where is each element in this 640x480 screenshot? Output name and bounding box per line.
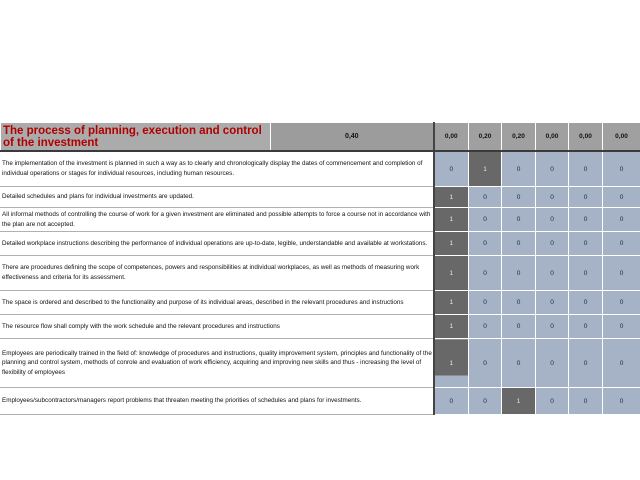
header-value: 0,00 bbox=[603, 123, 640, 152]
score-cell: 0 bbox=[603, 187, 640, 208]
score-cell: 0 bbox=[502, 291, 536, 315]
score-cell: 0 bbox=[569, 232, 603, 256]
table-row bbox=[1, 208, 640, 232]
score-cell: 0 bbox=[603, 388, 640, 415]
table-row bbox=[1, 256, 640, 291]
score-cell: 0 bbox=[469, 208, 502, 232]
score-cell: 0 bbox=[603, 315, 640, 339]
score-cell: 1 bbox=[434, 187, 469, 208]
score-cell: 0 bbox=[536, 388, 569, 415]
score-cell: 1 bbox=[434, 339, 469, 388]
header-value: 0,00 bbox=[536, 123, 569, 152]
header-value: 0,00 bbox=[434, 123, 469, 152]
score-cell: 1 bbox=[434, 315, 469, 339]
score-cell: 0 bbox=[536, 315, 569, 339]
score-cell: 1 bbox=[502, 388, 536, 415]
score-cell: 1 bbox=[469, 151, 502, 187]
score-cell: 0 bbox=[469, 339, 502, 388]
row-description: The resource flow shall comply with the work schedule and the relevant procedures and instructions bbox=[1, 315, 434, 339]
section-title: The process of planning, execution and control of the investment bbox=[1, 123, 271, 152]
score-cell: 0 bbox=[603, 208, 640, 232]
score-cell: 0 bbox=[536, 232, 569, 256]
table-row bbox=[1, 291, 640, 315]
score-cell: 1 bbox=[434, 291, 469, 315]
row-description: All informal methods of controlling the course of work for a given investment are eliminated and possible attempts to force a course not in accordance with the plan are not accepted. bbox=[1, 208, 434, 232]
score-cell: 0 bbox=[569, 187, 603, 208]
table-row bbox=[1, 187, 640, 208]
score-cell: 0 bbox=[469, 232, 502, 256]
table-row bbox=[1, 315, 640, 339]
score-cell: 0 bbox=[603, 256, 640, 291]
score-cell: 0 bbox=[569, 315, 603, 339]
row-description: Detailed workplace instructions describing the performance of individual operations are up-to-date, legible, understandable and available at workstations. bbox=[1, 232, 434, 256]
score-cell: 0 bbox=[569, 208, 603, 232]
score-cell: 0 bbox=[469, 256, 502, 291]
row-description: Employees are periodically trained in the field of: knowledge of procedures and instructions, quality improvement system, principles and functionality of the planning and control system, methods of conrole and evaluation of work efficiency, acquiring and improving new skills and thus - increasing the level of flexibility of employees bbox=[1, 339, 434, 388]
score-cell: 0 bbox=[569, 388, 603, 415]
row-description: Employees/subcontractors/managers report problems that threaten meeting the priorities of schedules and plans for investments. bbox=[1, 388, 434, 415]
score-cell: 1 bbox=[434, 208, 469, 232]
score-cell: 0 bbox=[603, 339, 640, 388]
score-cell: 0 bbox=[536, 256, 569, 291]
score-cell: 0 bbox=[536, 339, 569, 388]
score-cell: 0 bbox=[469, 388, 502, 415]
score-cell: 0 bbox=[603, 291, 640, 315]
score-cell: 0 bbox=[434, 388, 469, 415]
table-row bbox=[1, 388, 640, 415]
score-cell: 0 bbox=[502, 256, 536, 291]
row-description: There are procedures defining the scope of competences, powers and responsibilities at individual workplaces, as well as methods of measuring work effectiveness and criteria for its assessment. bbox=[1, 256, 434, 291]
table-row bbox=[1, 339, 640, 388]
score-cell: 0 bbox=[502, 151, 536, 187]
score-cell: 0 bbox=[502, 208, 536, 232]
section-weight: 0,40 bbox=[271, 123, 434, 152]
score-cell: 0 bbox=[569, 291, 603, 315]
score-cell: 0 bbox=[536, 151, 569, 187]
score-cell: 0 bbox=[536, 291, 569, 315]
row-description: The space is ordered and described to the functionality and purpose of its individual areas, described in the relevant procedures and instructions bbox=[1, 291, 434, 315]
row-description: Detailed schedules and plans for individual investments are updated. bbox=[1, 187, 434, 208]
score-cell: 0 bbox=[502, 232, 536, 256]
header-value: 0,00 bbox=[569, 123, 603, 152]
score-cell: 0 bbox=[469, 291, 502, 315]
assessment-table bbox=[0, 122, 640, 415]
score-cell: 0 bbox=[569, 151, 603, 187]
table-row bbox=[1, 151, 640, 187]
row-description: The implementation of the investment is planned in such a way as to clearly and chronologically display the dates of commencement and completion of individual operations or stages for individual resources, including human resources. bbox=[1, 151, 434, 187]
header-value: 0,20 bbox=[469, 123, 502, 152]
score-cell: 0 bbox=[569, 256, 603, 291]
score-cell: 0 bbox=[603, 232, 640, 256]
score-cell: 0 bbox=[502, 315, 536, 339]
score-cell: 0 bbox=[536, 187, 569, 208]
score-cell: 1 bbox=[434, 256, 469, 291]
score-cell: 0 bbox=[502, 187, 536, 208]
score-cell: 0 bbox=[469, 187, 502, 208]
table-header-row bbox=[1, 123, 640, 152]
header-value: 0,20 bbox=[502, 123, 536, 152]
score-cell: 0 bbox=[502, 339, 536, 388]
score-cell: 0 bbox=[469, 315, 502, 339]
score-cell: 0 bbox=[434, 151, 469, 187]
score-cell: 0 bbox=[569, 339, 603, 388]
score-cell: 0 bbox=[603, 151, 640, 187]
table-row bbox=[1, 232, 640, 256]
score-cell: 0 bbox=[536, 208, 569, 232]
score-cell: 1 bbox=[434, 232, 469, 256]
